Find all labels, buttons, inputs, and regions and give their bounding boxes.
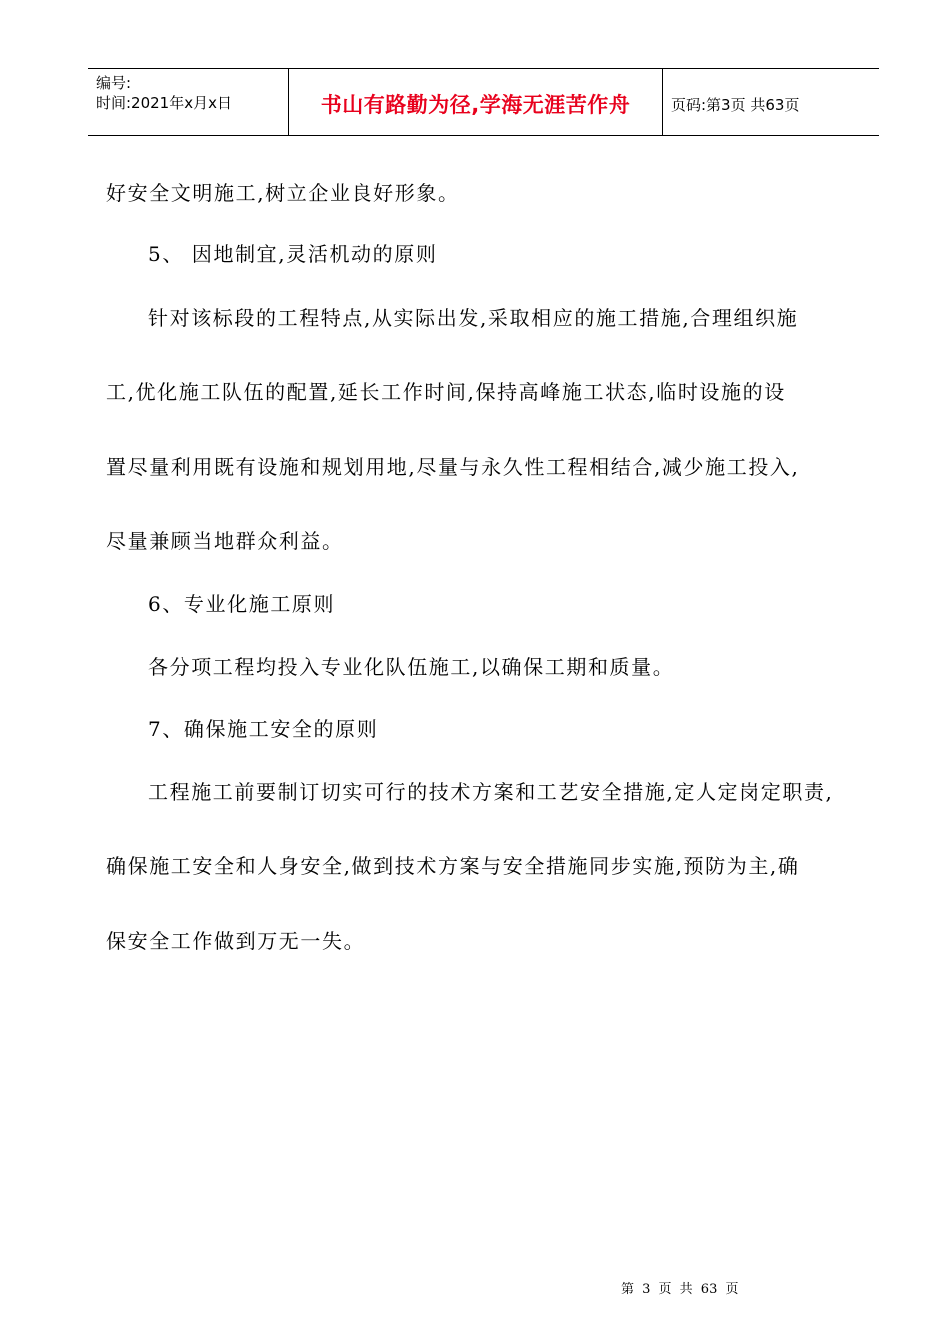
section-heading-5: 5、 因地制宜,灵活机动的原则: [148, 242, 438, 266]
document-number-label: 编号:: [96, 74, 132, 92]
body-line-3: 针对该标段的工程特点,从实际出发,采取相应的施工措施,合理组织施: [148, 306, 799, 330]
body-line-12: 保安全工作做到万无一失。: [106, 929, 366, 953]
document-time-label: 时间:2021年x月x日: [96, 94, 232, 112]
body-line-4: 工,优化施工队伍的配置,延长工作时间,保持高峰施工状态,临时设施的设: [106, 380, 786, 404]
header-page-cell: [663, 69, 879, 135]
header-page-number: 页码:第3页 共63页: [671, 95, 800, 114]
body-line-6: 尽量兼顾当地群众利益。: [106, 529, 344, 553]
body-line-8: 各分项工程均投入专业化队伍施工,以确保工期和质量。: [148, 655, 675, 679]
page-footer-number: 第 3 页 共 63 页: [621, 1282, 739, 1297]
body-line-1: 好安全文明施工,树立企业良好形象。: [106, 181, 460, 205]
body-line-10: 工程施工前要制订切实可行的技术方案和工艺安全措施,定人定岗定职责,: [148, 780, 834, 804]
body-line-5: 置尽量利用既有设施和规划用地,尽量与永久性工程相结合,减少施工投入,: [106, 455, 800, 479]
header-motto: 书山有路勤为径,学海无涯苦作舟: [320, 93, 631, 117]
header-motto-cell: [289, 69, 663, 135]
header-info-cell: [88, 69, 289, 135]
body-line-11: 确保施工安全和人身安全,做到技术方案与安全措施同步实施,预防为主,确: [106, 854, 800, 878]
page-header: [88, 68, 879, 136]
section-heading-7: 7、确保施工安全的原则: [148, 717, 379, 741]
section-heading-6: 6、专业化施工原则: [148, 592, 336, 616]
